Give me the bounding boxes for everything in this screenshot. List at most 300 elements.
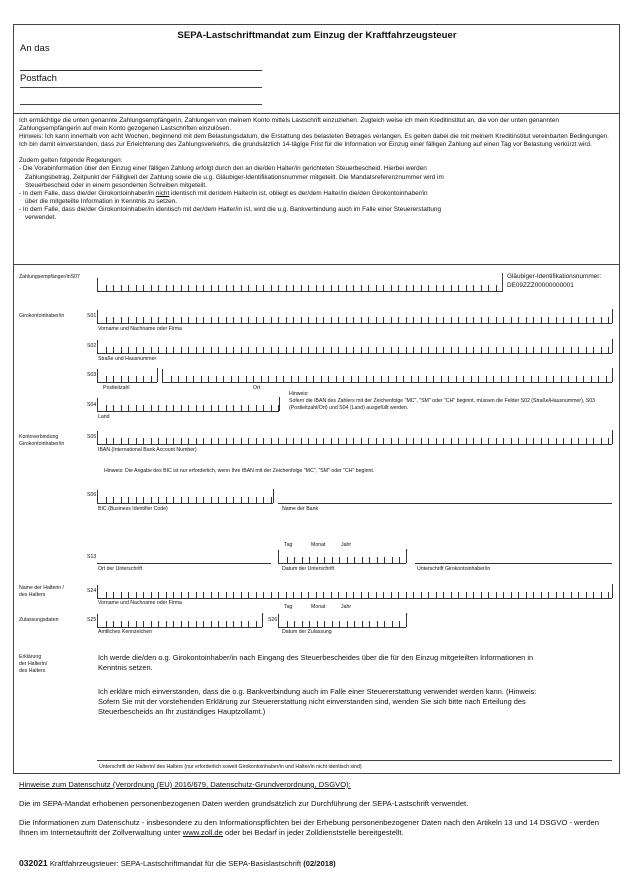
cell-divider (211, 285, 212, 291)
cell-divider (301, 317, 302, 323)
cell-divider (241, 347, 242, 353)
cell-divider (518, 347, 519, 353)
s04-code: S04 (87, 402, 97, 408)
cell-divider (151, 317, 152, 323)
s13-tag-label: Tag (284, 542, 293, 548)
cell-divider (428, 347, 429, 353)
rule-1b: Zahlungsbetrag, Zeitpunkt der Fälligkeit der Zahlung sowie die u.g. Gläubiger-Identifikationsnummer mitgeteilt. Die Mandatsreferenznummer wird im (25, 173, 444, 181)
cell-divider (316, 347, 317, 353)
cell-divider (208, 376, 209, 382)
cell-divider (418, 376, 419, 382)
cell-divider (286, 317, 287, 323)
cell-divider (346, 347, 347, 353)
cell-divider (241, 405, 242, 411)
cell-divider (531, 376, 532, 382)
cell-divider (354, 621, 355, 627)
cell-divider (441, 376, 442, 382)
cell-divider (271, 317, 272, 323)
cell-divider (231, 376, 232, 382)
cell-divider (286, 285, 287, 291)
cell-divider (398, 347, 399, 353)
cell-divider (503, 317, 504, 323)
cell-divider (331, 285, 332, 291)
cell-divider (339, 557, 340, 563)
cell-divider (203, 438, 204, 444)
cell-divider (128, 376, 129, 382)
s03-plz-field[interactable] (97, 369, 157, 383)
cell-divider (308, 438, 309, 444)
cell-divider (306, 376, 307, 382)
cell-divider (361, 347, 362, 353)
cell-divider (538, 376, 539, 382)
cell-divider (128, 592, 129, 598)
address-line-1[interactable] (20, 56, 262, 71)
cell-divider (293, 592, 294, 598)
s05-caption: IBAN (International Bank Account Number) (98, 447, 197, 453)
cell-divider (298, 376, 299, 382)
cell-divider (317, 621, 318, 627)
cell-divider (301, 285, 302, 291)
cell-divider (471, 376, 472, 382)
halter-signature-caption: Unterschrift der Halterin/ des Halters (nur erforderlich soweit Girokontoinhaber/in und Halter/in nicht identisch sind) (99, 764, 362, 770)
cell-divider (151, 347, 152, 353)
s13-date-caption: Datum der Unterschrift (282, 566, 335, 572)
cell-divider (218, 317, 219, 323)
cell-divider (391, 592, 392, 598)
erklaerung-label-3: des Halters (19, 668, 46, 674)
cell-divider (346, 285, 347, 291)
cell-divider (358, 376, 359, 382)
cell-divider (533, 438, 534, 444)
cell-divider (346, 592, 347, 598)
cell-divider (571, 438, 572, 444)
creditor-divider (502, 273, 503, 292)
s25-caption: Amtliches Kennzeichen (98, 629, 152, 635)
s26-tag-label: Tag (284, 604, 293, 610)
cell-divider (561, 376, 562, 382)
cell-divider (121, 347, 122, 353)
cell-divider (233, 405, 234, 411)
cell-divider (347, 621, 348, 627)
cell-divider (511, 317, 512, 323)
s03-ort-field[interactable] (162, 369, 612, 383)
cell-divider (211, 497, 212, 503)
cell-divider (113, 317, 114, 323)
cell-divider (256, 621, 257, 627)
cell-divider (121, 592, 122, 598)
cell-divider (488, 592, 489, 598)
cell-divider (316, 592, 317, 598)
s04-hint-title: Hinweis: (289, 391, 309, 397)
cell-divider (263, 285, 264, 291)
cell-divider (556, 438, 557, 444)
cell-divider (136, 621, 137, 627)
cell-divider (188, 497, 189, 503)
cell-divider (286, 347, 287, 353)
cell-divider (233, 317, 234, 323)
cell-end (612, 584, 613, 598)
header-divider (13, 113, 620, 114)
privacy-paragraph-1: Die im SEPA-Mandat erhobenen personenbezogenen Daten werden grundsätzlich zur Durchführung der SEPA-Lastschrift verwendet. (19, 799, 469, 808)
cell-divider (121, 438, 122, 444)
cell-divider (256, 347, 257, 353)
cell-divider (173, 347, 174, 353)
intro-paragraph-2: Hinweis: Ich kann innerhalb von acht Wochen, beginnend mit dem Belastungsdatum, die Erstattung des belasteten Betrages verlangen. Es gelten dabei die mit meinem Kreditinstitut vereinbarten Bedingungen. Ich bin damit einverstanden, dass zur Erleichterung des Zahlungsverkehrs, die grundsätzlich 14-tägige Frist für die Information vor Einzug einer fälligen Zahlung auf einen Tag vor Belastung verkürzt wird. (19, 133, 609, 149)
cell-divider (143, 621, 144, 627)
cell-end (612, 309, 613, 323)
cell-divider (233, 285, 234, 291)
cell-divider (563, 592, 564, 598)
cell-divider (368, 347, 369, 353)
privacy-heading: Hinweise zum Datenschutz (Verordnung (EU) 2016/679, Datenschutz-Grundverordnung, DSGVO): (19, 780, 351, 789)
cell-divider (488, 317, 489, 323)
cell-divider (121, 497, 122, 503)
cell-divider (128, 621, 129, 627)
s02-street-field[interactable] (97, 340, 612, 354)
cell-divider (511, 438, 512, 444)
cell-divider (376, 347, 377, 353)
cell-divider (516, 376, 517, 382)
cell-divider (398, 285, 399, 291)
cell-divider (556, 592, 557, 598)
cell-divider (496, 438, 497, 444)
cell-divider (323, 317, 324, 323)
cell-divider (136, 347, 137, 353)
cell-divider (293, 285, 294, 291)
cell-divider (556, 317, 557, 323)
cell-divider (278, 317, 279, 323)
cell-end (612, 368, 613, 382)
cell-divider (106, 376, 107, 382)
cell-divider (248, 592, 249, 598)
s05-iban-field[interactable] (97, 431, 612, 445)
cell-divider (503, 592, 504, 598)
s04-country-field[interactable] (97, 398, 279, 412)
cell-divider (261, 376, 262, 382)
cell-divider (136, 405, 137, 411)
cell-divider (443, 285, 444, 291)
cell-divider (151, 497, 152, 503)
s05-code: S05 (87, 434, 97, 440)
cell-divider (248, 438, 249, 444)
cell-divider (421, 592, 422, 598)
cell-divider (203, 317, 204, 323)
zoll-link[interactable]: www.zoll.de (182, 828, 223, 837)
cell-divider (218, 347, 219, 353)
cell-divider (301, 347, 302, 353)
cell-divider (286, 592, 287, 598)
cell-divider (443, 592, 444, 598)
cell-end (273, 489, 274, 503)
cell-divider (226, 438, 227, 444)
cell-divider (533, 592, 534, 598)
cell-divider (241, 621, 242, 627)
cell-divider (233, 497, 234, 503)
cell-divider (413, 285, 414, 291)
cell-divider (413, 592, 414, 598)
postfach-label: Postfach (20, 73, 57, 84)
intro-divider (13, 264, 620, 265)
cell-divider (426, 376, 427, 382)
cell-divider (181, 592, 182, 598)
cell-divider (443, 317, 444, 323)
cell-end (406, 549, 407, 563)
cell-divider (331, 592, 332, 598)
cell-divider (201, 376, 202, 382)
cell-divider (203, 405, 204, 411)
footer (19, 858, 336, 868)
cell-divider (308, 592, 309, 598)
cell-divider (233, 438, 234, 444)
s06-bic-field[interactable] (97, 490, 273, 504)
cell-divider (518, 317, 519, 323)
cell-divider (233, 592, 234, 598)
halter-signature-line[interactable] (97, 760, 612, 761)
cell-divider (381, 376, 382, 382)
cell-divider (541, 317, 542, 323)
cell-divider (376, 317, 377, 323)
cell-divider (276, 376, 277, 382)
cell-divider (473, 592, 474, 598)
cell-divider (293, 317, 294, 323)
cell-divider (113, 376, 114, 382)
cell-divider (173, 405, 174, 411)
cell-divider (128, 405, 129, 411)
cell-divider (271, 592, 272, 598)
s25-code: S25 (87, 617, 97, 623)
cell-divider (501, 376, 502, 382)
s25-plate-field[interactable] (97, 614, 262, 628)
cell-divider (293, 438, 294, 444)
cell-divider (503, 438, 504, 444)
cell-divider (324, 557, 325, 563)
cell-divider (173, 317, 174, 323)
cell-divider (347, 557, 348, 563)
cell-divider (158, 317, 159, 323)
cell-divider (377, 557, 378, 563)
cell-divider (608, 592, 609, 598)
cell-divider (436, 317, 437, 323)
cell-divider (488, 347, 489, 353)
cell-divider (493, 376, 494, 382)
cell-divider (278, 285, 279, 291)
cell-divider (563, 317, 564, 323)
cell-divider (376, 592, 377, 598)
cell-divider (106, 317, 107, 323)
cell-divider (369, 557, 370, 563)
cell-divider (443, 347, 444, 353)
cell-divider (383, 285, 384, 291)
cell-divider (171, 376, 172, 382)
bank-name-field[interactable] (278, 489, 612, 504)
cell-divider (263, 405, 264, 411)
cell-divider (188, 621, 189, 627)
cell-divider (226, 592, 227, 598)
s26-date-field[interactable] (278, 614, 406, 628)
cell-divider (436, 285, 437, 291)
cell-divider (323, 592, 324, 598)
rule-2b: über die mitgeteilte Information in Kenntnis zu setzen. (25, 197, 178, 205)
cell-divider (106, 405, 107, 411)
cell-divider (478, 376, 479, 382)
cell-divider (294, 557, 295, 563)
cell-divider (571, 317, 572, 323)
s03-ort-caption: Ort (253, 385, 261, 391)
cell-divider (398, 592, 399, 598)
s04-hint-text: Sofern die IBAN des Zahlers mit der Zeichenfolge "MC", "SM" oder "CH" beginnt, müssen die Felder S02 (Straße/Hausnummer), S03 (Postleitzahl/Ort) und S04 (Land) ausgefüllt werden. (289, 398, 595, 411)
address-line-3[interactable] (20, 104, 262, 105)
cell-divider (256, 438, 257, 444)
cell-divider (608, 438, 609, 444)
cell-divider (606, 376, 607, 382)
cell-divider (456, 376, 457, 382)
s01-name-field[interactable] (97, 310, 612, 324)
cell-divider (241, 497, 242, 503)
cell-divider (158, 285, 159, 291)
cell-divider (271, 347, 272, 353)
address-line-2[interactable] (20, 87, 262, 88)
cell-divider (354, 557, 355, 563)
cell-divider (428, 438, 429, 444)
cell-divider (511, 592, 512, 598)
cell-divider (353, 317, 354, 323)
cell-divider (121, 285, 122, 291)
payee-field[interactable] (97, 278, 502, 292)
cell-divider (203, 621, 204, 627)
cell-divider (368, 285, 369, 291)
s01-caption: Vorname und Nachname oder Firma (98, 326, 182, 332)
cell-divider (548, 317, 549, 323)
s13-ort-field[interactable] (97, 549, 271, 564)
cell-divider (511, 347, 512, 353)
cell-divider (302, 621, 303, 627)
cell-divider (291, 376, 292, 382)
s13-signature-field[interactable] (415, 549, 612, 564)
s13-code: S13 (87, 554, 97, 560)
cell-divider (576, 376, 577, 382)
cell-divider (226, 347, 227, 353)
s24-halter-name-field[interactable] (97, 585, 612, 599)
cell-divider (368, 317, 369, 323)
cell-divider (473, 285, 474, 291)
cell-divider (578, 592, 579, 598)
intro-paragraph-1: Ich ermächtige die unten genannte Zahlungsempfängerin, Zahlungen von meinem Konto mittels Lastschrift einzuziehen. Zugleich weise ich mein Kreditinstitut an, die von der unten genannten Zahlungsempfängerin auf mein Konto gezogenen Lastschriften einzulösen. (19, 117, 559, 133)
cell-divider (548, 438, 549, 444)
cell-divider (466, 438, 467, 444)
cell-divider (398, 317, 399, 323)
cell-divider (218, 621, 219, 627)
cell-divider (166, 347, 167, 353)
cell-divider (553, 376, 554, 382)
cell-divider (368, 592, 369, 598)
rule-3b: verwendet. (25, 214, 57, 222)
cell-divider (136, 497, 137, 503)
cell-divider (331, 317, 332, 323)
cell-divider (113, 405, 114, 411)
cell-divider (106, 347, 107, 353)
s04-caption: Land (98, 414, 110, 420)
s02-caption: Straße und Hausnummer (98, 356, 157, 362)
cell-divider (203, 347, 204, 353)
erklaerung-label-2: der Halterin/ (19, 661, 48, 667)
zulassung-label: Zulassungsdaten (19, 617, 59, 623)
cell-divider (338, 347, 339, 353)
cell-divider (181, 347, 182, 353)
cell-divider (591, 376, 592, 382)
cell-divider (324, 621, 325, 627)
cell-divider (151, 438, 152, 444)
cell-divider (403, 376, 404, 382)
cell-divider (203, 497, 204, 503)
cell-divider (486, 376, 487, 382)
cell-divider (313, 376, 314, 382)
an-das-label: An das (20, 43, 50, 54)
cell-divider (158, 592, 159, 598)
cell-divider (473, 317, 474, 323)
cell-divider (166, 497, 167, 503)
cell-divider (413, 347, 414, 353)
cell-divider (481, 592, 482, 598)
cell-divider (383, 438, 384, 444)
cell-divider (323, 438, 324, 444)
cell-divider (366, 376, 367, 382)
cell-divider (433, 376, 434, 382)
cell-divider (226, 621, 227, 627)
cell-divider (241, 317, 242, 323)
cell-divider (391, 347, 392, 353)
cell-divider (316, 317, 317, 323)
cell-divider (338, 285, 339, 291)
cell-divider (308, 285, 309, 291)
cell-divider (151, 621, 152, 627)
cell-divider (106, 438, 107, 444)
erklaerung-label-1: Erklärung (19, 654, 42, 660)
cell-divider (451, 317, 452, 323)
s13-date-field[interactable] (278, 550, 406, 564)
cell-divider (481, 438, 482, 444)
cell-divider (518, 438, 519, 444)
cell-divider (278, 347, 279, 353)
cell-end (406, 613, 407, 627)
cell-divider (128, 285, 129, 291)
cell-divider (203, 592, 204, 598)
cell-divider (571, 592, 572, 598)
cell-divider (128, 497, 129, 503)
cell-divider (158, 347, 159, 353)
cell-divider (406, 592, 407, 598)
cell-divider (136, 592, 137, 598)
cell-divider (323, 347, 324, 353)
cell-divider (578, 438, 579, 444)
cell-divider (178, 376, 179, 382)
cell-divider (121, 376, 122, 382)
cell-divider (488, 285, 489, 291)
cell-divider (458, 317, 459, 323)
cell-divider (376, 285, 377, 291)
cell-divider (136, 317, 137, 323)
cell-divider (548, 592, 549, 598)
cell-divider (518, 592, 519, 598)
cell-divider (166, 285, 167, 291)
cell-divider (541, 347, 542, 353)
cell-divider (218, 405, 219, 411)
cell-divider (608, 317, 609, 323)
cell-divider (601, 592, 602, 598)
cell-divider (211, 621, 212, 627)
cell-divider (151, 405, 152, 411)
cell-divider (593, 347, 594, 353)
cell-divider (473, 347, 474, 353)
